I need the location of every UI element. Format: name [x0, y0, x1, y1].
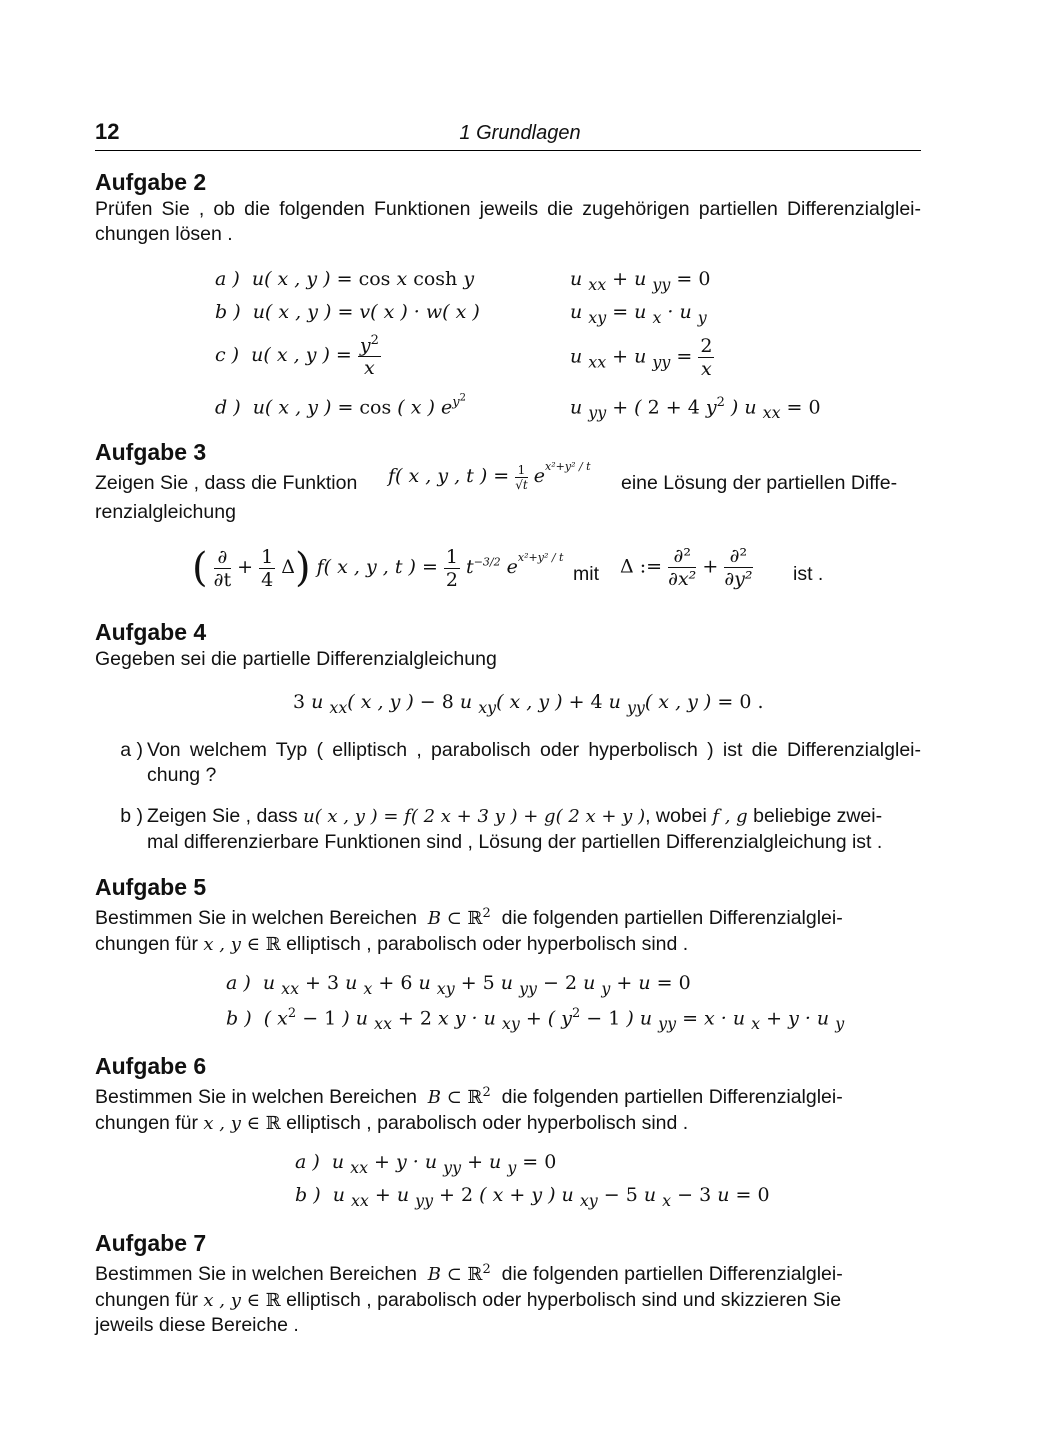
text-segment: elliptisch , parabolisch oder hyperbolisch sind und skizzieren Sie	[286, 1288, 842, 1311]
math-inline: u( x , y ) = f( 2 x + 3 y ) + g( 2 x + y )	[303, 806, 646, 827]
text-segment: beliebige zwei-	[753, 805, 883, 827]
aufgabe-7-heading: Aufgabe 7	[95, 1230, 207, 1256]
aufgabe-3-text-after: eine Lösung der partiellen Diffe-	[621, 472, 898, 494]
item-label: b )	[120, 805, 143, 827]
aufgabe-6-heading: Aufgabe 6	[95, 1053, 207, 1079]
text-segment: die folgenden partiellen Differenzialglei-	[501, 907, 843, 929]
aufgabe-2-equation-d: u $_{yy}$ + ( 2 + 4 $y^2$ ) u $_{xx}$ = 0	[570, 395, 821, 423]
fraction: $\frac{y^2}{x}$	[359, 333, 379, 380]
aufgabe-2-equation-a: u $_{xx}$ + u $_{yy}$ = 0	[570, 268, 711, 294]
math-inline: f , g	[712, 806, 748, 827]
header-rule	[95, 150, 921, 151]
aufgabe-4-part-b	[95, 804, 921, 854]
text-segment: die folgenden partiellen Differenzialglei-	[501, 1086, 843, 1108]
aufgabe-4-equation: 3 u $_{xx}$( x , y ) − 8 u $_{xy}$( x , y ) + 4 u $_{yy}$( x , y ) = 0 .	[293, 691, 764, 717]
text-segment: Bestimmen Sie in welchen Bereichen	[95, 1263, 417, 1285]
text-segment: jeweils diese Bereiche .	[95, 1314, 299, 1336]
aufgabe-6-item-b: b ) u $_{xx}$ + u $_{yy}$ + 2 ( x + y ) u $_{xy}$ − 5 u $_x$ − 3 u = 0	[295, 1184, 770, 1210]
fraction: $\frac{1}{4}$	[261, 545, 274, 591]
aufgabe-2-item-c: c ) u( x , y ) = $\frac{y^2}{x}$	[215, 333, 379, 380]
text-segment: mal differenzierbare Funktionen sind , Lösung der partiellen Differenzialgleichung ist .	[147, 830, 883, 853]
aufgabe-2-item-b: b ) u( x , y ) = v( x ) · w( x )	[215, 301, 480, 323]
aufgabe-5-heading: Aufgabe 5	[95, 874, 207, 900]
item-text: Von welchem Typ ( elliptisch , parabolisch oder hyperbolisch ) ist die Differenzialglei- chung ?	[147, 739, 921, 786]
aufgabe-3-function: f( x , y , t ) = $\frac{1}{√t}$ $e^{x^2+y^2 / t}$	[388, 460, 591, 492]
chapter-title: 1 Grundlagen	[459, 122, 581, 144]
fraction: $\frac{1}{√t}$	[515, 462, 528, 492]
fraction: $\frac{\text{∂²}}{\text{∂y²}}$	[724, 545, 753, 590]
fraction: $\frac{1}{2}$	[445, 545, 458, 591]
text-segment: chungen für	[95, 932, 198, 955]
item-text	[147, 804, 921, 854]
text-segment: Zeigen Sie , dass	[147, 805, 298, 827]
aufgabe-2-item-d: d ) u( x , y ) = cos ( x ) $e^{y^2}$	[215, 393, 466, 419]
aufgabe-4-intro: Gegeben sei die partielle Differenzialgleichung	[95, 648, 497, 670]
aufgabe-2-intro: Prüfen Sie , ob die folgenden Funktionen jeweils die zugehörigen partiellen Differenzialglei- chungen lösen .	[95, 198, 921, 245]
aufgabe-3-heading: Aufgabe 3	[95, 439, 207, 465]
aufgabe-2-heading: Aufgabe 2	[95, 169, 207, 195]
aufgabe-7-intro: Bestimmen Sie in welchen Bereichen B ⊂ ℝ$^2$ die folgenden partiellen Differenzialglei- chungen für x , y ∈ ℝ elliptisch , parabolisch oder hyperbolisch sind und skizzieren Sie jeweils diese Bereiche .	[95, 1262, 843, 1336]
text-segment: elliptisch , parabolisch oder hyperbolisch sind .	[286, 1111, 689, 1134]
aufgabe-3-laplace: Δ := $\frac{\text{∂²}}{\text{∂x²}}$ + $\frac{\text{∂²}}{\text{∂y²}}$	[620, 545, 753, 590]
aufgabe-3-text-before: Zeigen Sie , dass die Funktion	[95, 472, 358, 494]
text-segment: chungen für	[95, 1111, 198, 1134]
text-segment: Bestimmen Sie in welchen Bereichen	[95, 1086, 417, 1108]
text-segment: elliptisch , parabolisch oder hyperbolisch sind .	[286, 932, 689, 955]
aufgabe-3-text-line2: renzialgleichung	[95, 501, 236, 523]
aufgabe-6-intro: Bestimmen Sie in welchen Bereichen B ⊂ ℝ$^2$ die folgenden partiellen Differenzialglei- chungen für x , y ∈ ℝ elliptisch , parabolisch oder hyperbolisch sind .	[95, 1085, 843, 1134]
aufgabe-5-item-b: b ) ( $x^2 - 1$ ) u $_{xx}$ + 2 x y · u $_{xy}$ + ( $y^2 - 1$ ) u $_{yy}$ = x · u $_x$ + y · u $_y$	[226, 1006, 845, 1034]
item-label: a )	[215, 268, 240, 290]
aufgabe-3-ist: ist .	[793, 563, 824, 585]
aufgabe-4-part-a	[95, 738, 921, 788]
aufgabe-3-pde: ( $\frac{\partial}{\partial t}$ + $\frac{1}{4}$ Δ) f( x , y , t ) = $\frac{1}{2}$ $t^{-3/2}$ $e^{x^2+y^2 / t}$	[192, 545, 564, 591]
text-segment: chungen für	[95, 1288, 198, 1311]
aufgabe-2-equation-c: u $_{xx}$ + u $_{yy}$ = $\frac{2}{x}$	[570, 335, 713, 380]
aufgabe-5-intro: Bestimmen Sie in welchen Bereichen B ⊂ ℝ$^2$ die folgenden partiellen Differenzialglei- chungen für x , y ∈ ℝ elliptisch , parabolisch oder hyperbolisch sind .	[95, 906, 843, 955]
fraction: $\frac{\text{∂²}}{\text{∂x²}}$	[668, 545, 697, 590]
aufgabe-4-heading: Aufgabe 4	[95, 619, 207, 645]
text-segment: die folgenden partiellen Differenzialglei-	[501, 1263, 843, 1285]
aufgabe-3-mit: mit	[573, 563, 599, 585]
text-segment: Bestimmen Sie in welchen Bereichen	[95, 907, 417, 929]
text-segment: , wobei	[645, 805, 707, 827]
aufgabe-2-equation-b: u $_{xy}$ = u $_x$ · u $_y$	[570, 301, 707, 327]
aufgabe-2-item-a: a ) u( x , y ) = cos x cosh y	[215, 268, 475, 290]
fraction: $\frac{2}{x}$	[700, 335, 713, 380]
item-label: a )	[120, 739, 143, 761]
aufgabe-5-item-a: a ) u $_{xx}$ + 3 u $_x$ + 6 u $_{xy}$ + 5 u $_{yy}$ − 2 u $_y$ + u = 0	[226, 972, 691, 998]
page-number: 12	[95, 119, 120, 144]
aufgabe-6-item-a: a ) u $_{xx}$ + y · u $_{yy}$ + u $_y$ = 0	[295, 1151, 557, 1177]
fraction: $\frac{\partial}{\partial t}$	[213, 545, 232, 591]
